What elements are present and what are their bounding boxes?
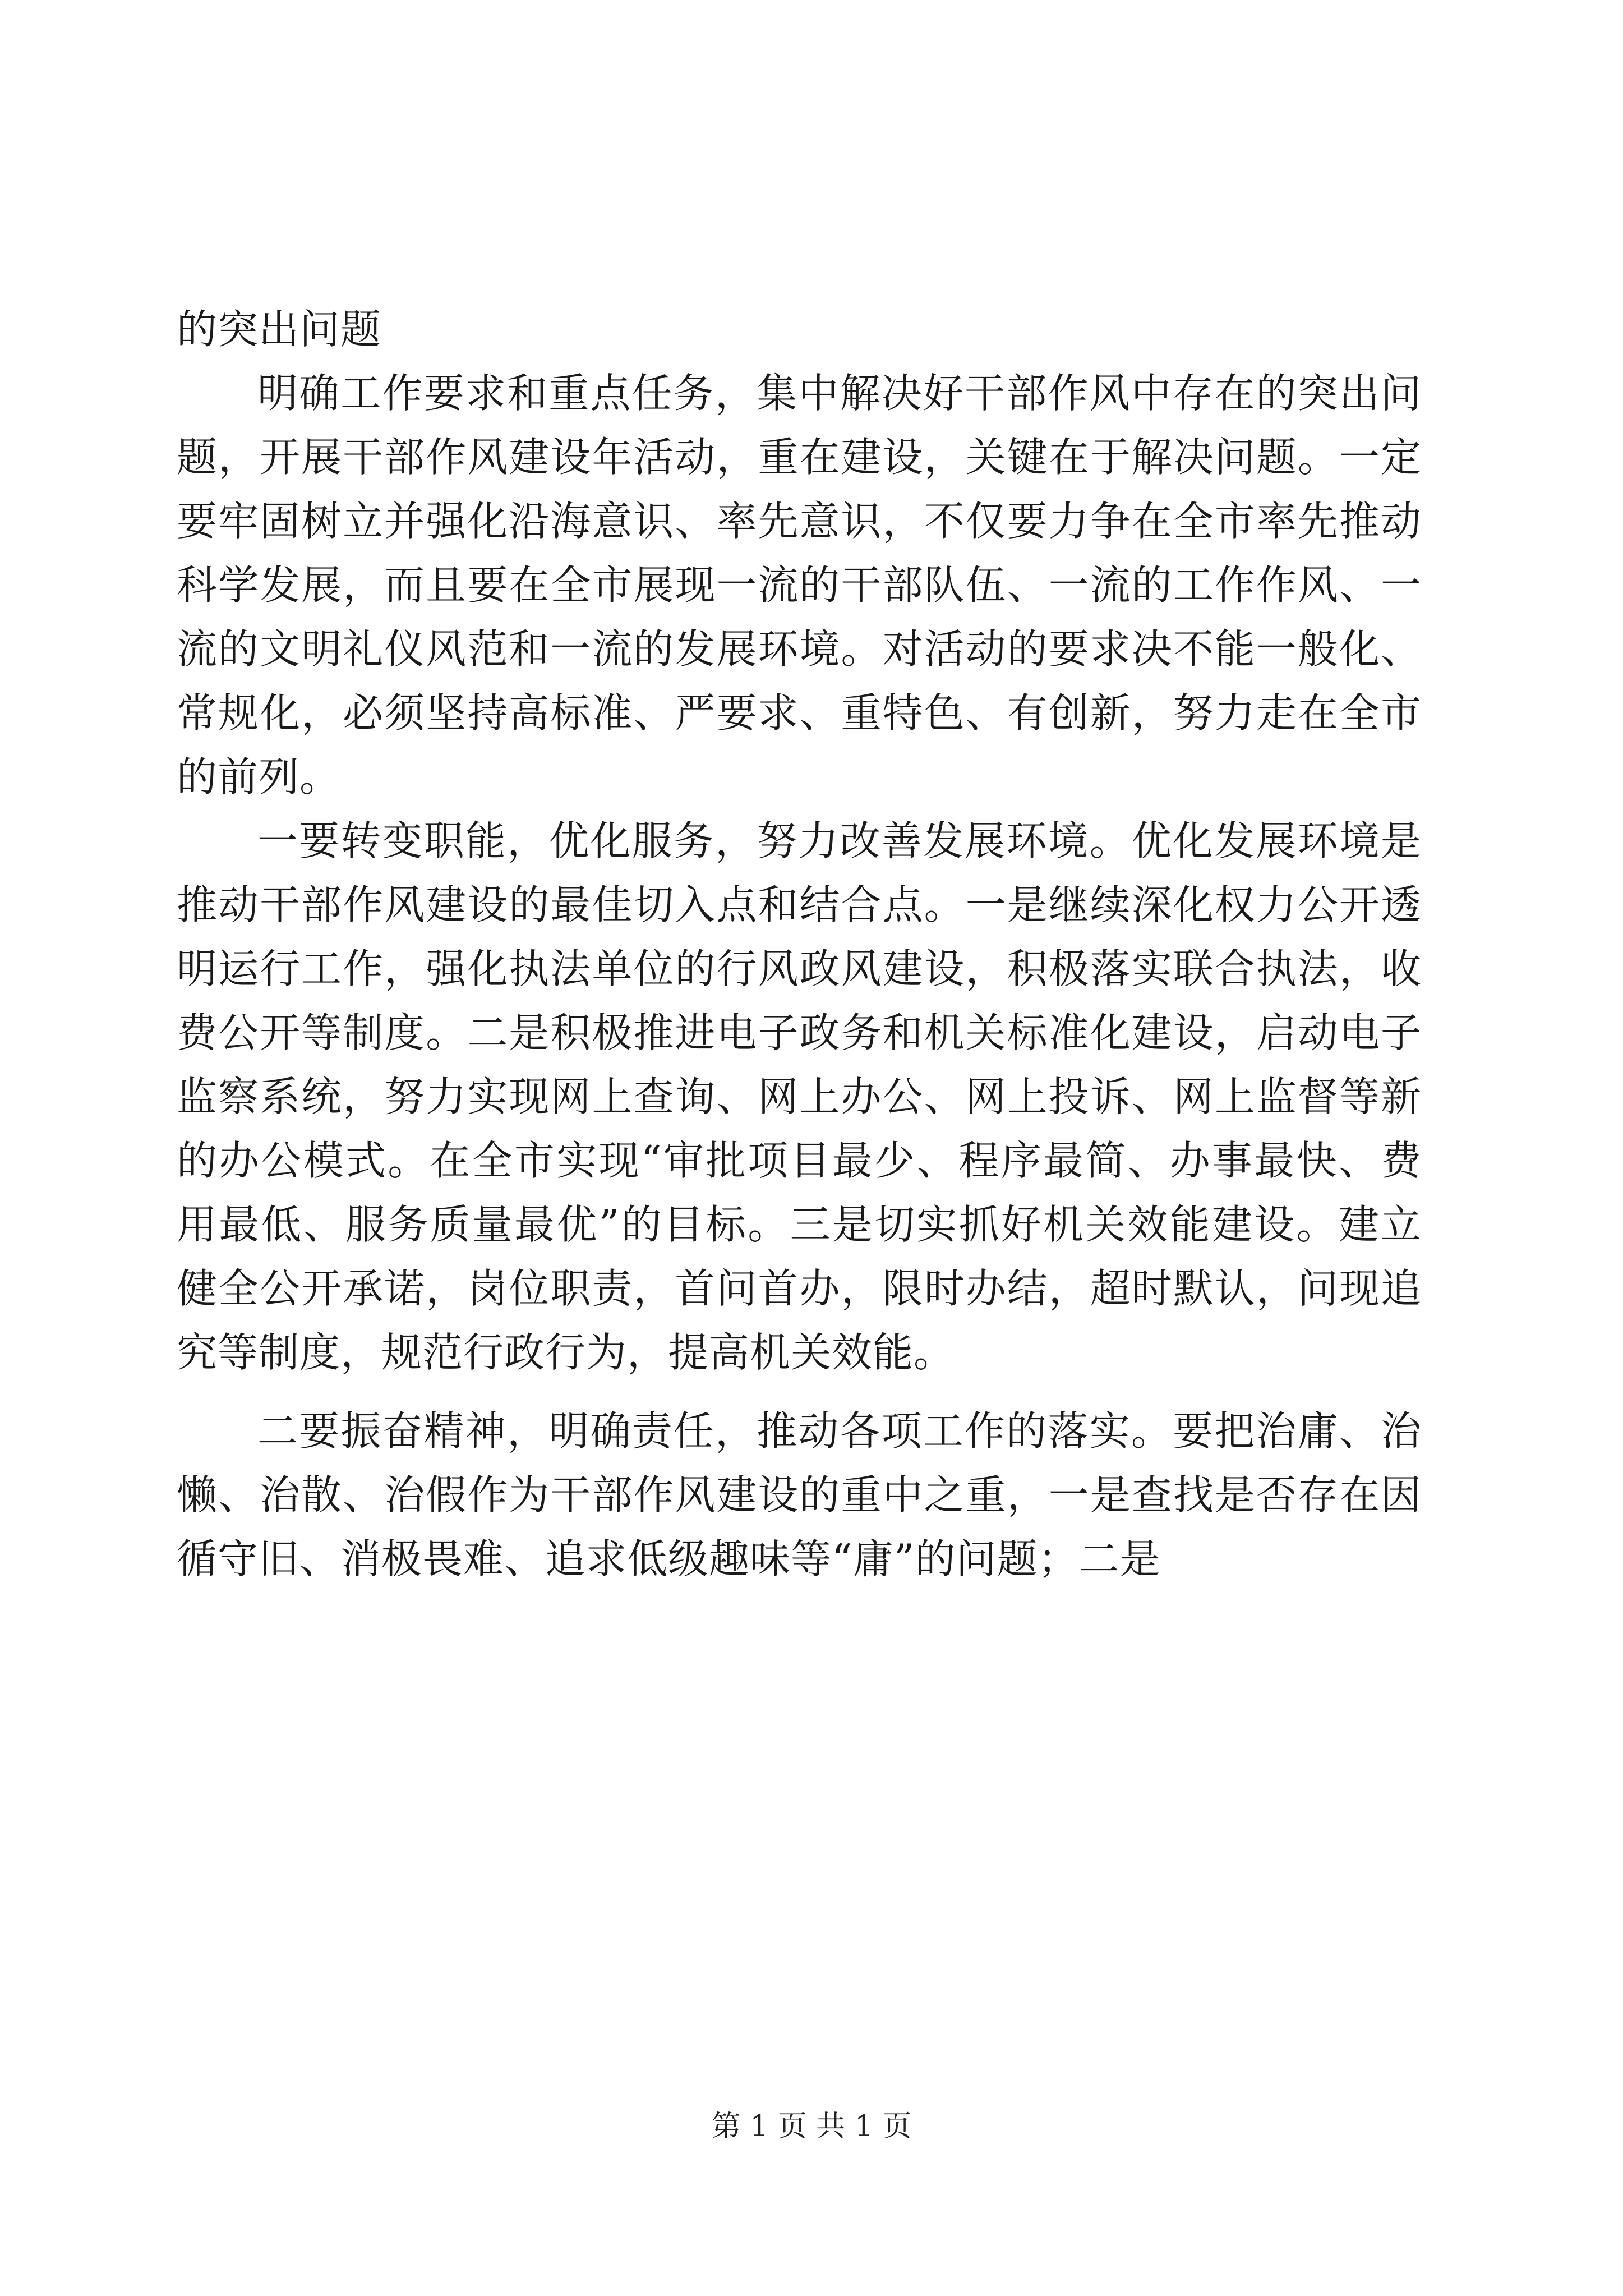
page-footer: 第 1 页 共 1 页 [711,2110,912,2143]
paragraph-work-requirements: 明确工作要求和重点任务，集中解决好干部作风中存在的突出问题，开展干部作风建设年活动，重在建设，关键在于解决问题。一定要牢固树立并强化沿海意识、率先意识，不仅要力争在全市率先推动科学发展，而且要在全市展现一流的干部队伍、一流的工作作风、一流的文明礼仪风范和一流的发展环境。对活动的要求决不能一般化、常规化，必须坚持高标准、严要求、重特色、有创新，努力走在全市的前列。 [177,370,1422,800]
paragraph-transform-functions: 一要转变职能，优化服务，努力改善发展环境。优化发展环境是推动干部作风建设的最佳切入点和结合点。一是继续深化权力公开透明运行工作，强化执法单位的行风政风建设，积极落实联合执法，收费公开等制度。二是积极推进电子政务和机关标准化建设，启动电子监察系统，努力实现网上查询、网上办公、网上投诉、网上监督等新的办公模式。在全市实现“审批项目最少、程序最简、办事最快、费用最低、服务质量最优”的目标。三是切实抓好机关效能建设。建立健全公开承诺，岗位职责，首问首办，限时办结，超时默认，问现追究等制度，规范行政行为，提高机关效能。 [177,817,1422,1376]
paragraph-boost-spirit: 二要振奋精神，明确责任，推动各项工作的落实。要把治庸、治懒、治散、治假作为干部作风建设的重中之重，一是查找是否存在因循守旧、消极畏难、追求低级趣味等“庸”的问题；二是 [177,1407,1422,1582]
document-body [177,297,1422,1591]
paragraph-continuation: 的突出问题 [177,306,382,353]
